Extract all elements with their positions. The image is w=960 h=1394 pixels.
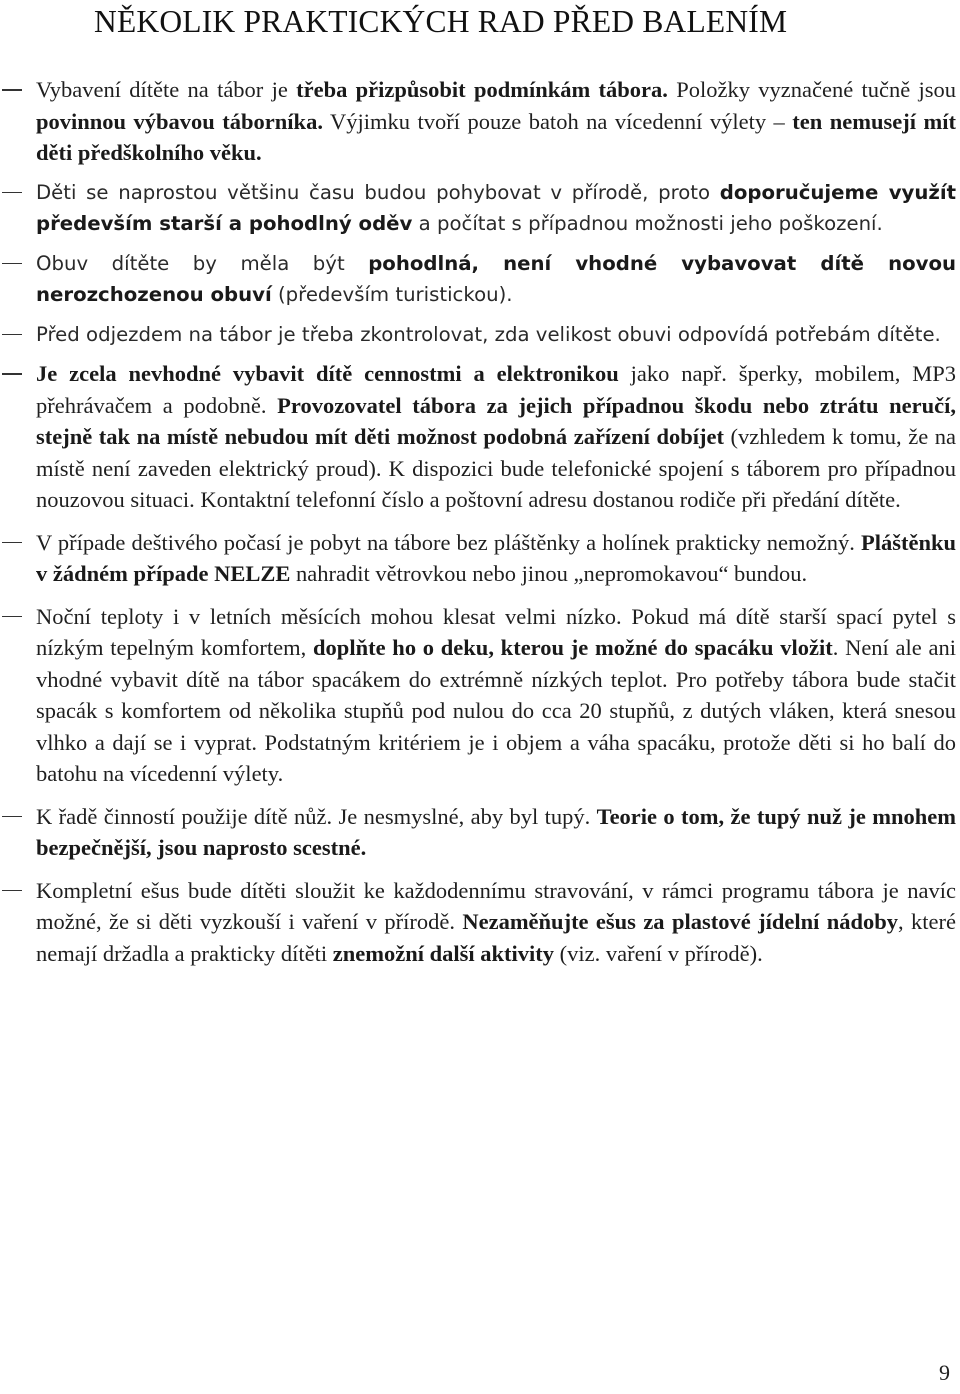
list-item: V případe deštivého počasí je pobyt na tábore bez pláštěnky a holínek prakticky nemožný. Pláštěnku v žádném případe NELZE nahradit větrovkou nebo jinou „nepromokavou“ bundou.	[0, 527, 956, 590]
dash-bullet	[2, 616, 22, 618]
list-item: Je zcela nevhodné vybavit dítě cennostmi a elektronikou jako např. šperky, mobilem, MP3 přehrávačem a podobně. Provozovatel tábora za jejich případnou škodu nebo ztrátu neručí, stejně tak na místě nebudou mít děti možnost podobná zařízení dobíjet (vzhledem k tomu, že na místě není zaveden elektrický proud). K dispozici bude telefonické spojení s táborem pro případnou nouzovou situaci. Kontaktní telefonní číslo a poštovní adresu dostanou rodiče při předání dítěte.	[0, 358, 956, 516]
dash-bullet	[2, 192, 22, 194]
list-item: Děti se naprostou většinu času budou pohybovat v přírodě, proto doporučujeme využít především starší a pohodlný oděv a počítat s případnou možnosti jeho poškození.	[0, 177, 956, 240]
list-item: Před odjezdem na tábor je třeba zkontrolovat, zda velikost obuvi odpovídá potřebám dítěte.	[0, 319, 956, 351]
dash-bullet	[2, 334, 22, 336]
dash-bullet	[2, 373, 22, 375]
advice-list	[0, 74, 960, 969]
dash-bullet	[2, 89, 22, 91]
list-item: Noční teploty i v letních měsících mohou klesat velmi nízko. Pokud má dítě starší spací pytel s nízkým tepelným komfortem, doplňte ho o deku, kterou je možné do spacáku vložit. Není ale ani vhodné vybavit dítě na tábor spacákem do extrémně nízkých teplot. Pro potřeby tábora bude stačit spacák s komfortem od několika stupňů pod nulou do cca 20 stupňů, z dutých vláken, která snesou vlhko a dají se i vyprat. Podstatným kritériem je i objem a váha spacáku, protože děti si ho balí do batohu na vícedenní výlety.	[0, 601, 956, 790]
list-item: K řadě činností použije dítě nůž. Je nesmyslné, aby byl tupý. Teorie o tom, že tupý nuž je mnohem bezpečnější, jsou naprosto scestné.	[0, 801, 956, 864]
dash-bullet	[2, 890, 22, 892]
list-item: Vybavení dítěte na tábor je třeba přizpůsobit podmínkám tábora. Položky vyznačené tučně jsou povinnou výbavou táborníka. Výjimku tvoří pouze batoh na vícedenní výlety – ten nemusejí mít děti předškolního věku.	[0, 74, 956, 169]
dash-bullet	[2, 816, 22, 818]
dash-bullet	[2, 263, 22, 265]
page-title: NĚKOLIK PRAKTICKÝCH RAD PŘED BALENÍM	[94, 4, 788, 39]
dash-bullet	[2, 542, 22, 544]
page-number: 9	[939, 1360, 950, 1385]
list-item: Kompletní ešus bude dítěti sloužit ke každodennímu stravování, v rámci programu tábora je navíc možné, že si děti vyzkouší i vaření v přírodě. Nezaměňujte ešus za plastové jídelní nádoby, které nemají držadla a prakticky dítěti znemožní další aktivity (viz. vaření v přírodě).	[0, 875, 956, 970]
list-item: Obuv dítěte by měla být pohodlná, není vhodné vybavovat dítě novou nerozchozenou obuví (především turistickou).	[0, 248, 956, 311]
